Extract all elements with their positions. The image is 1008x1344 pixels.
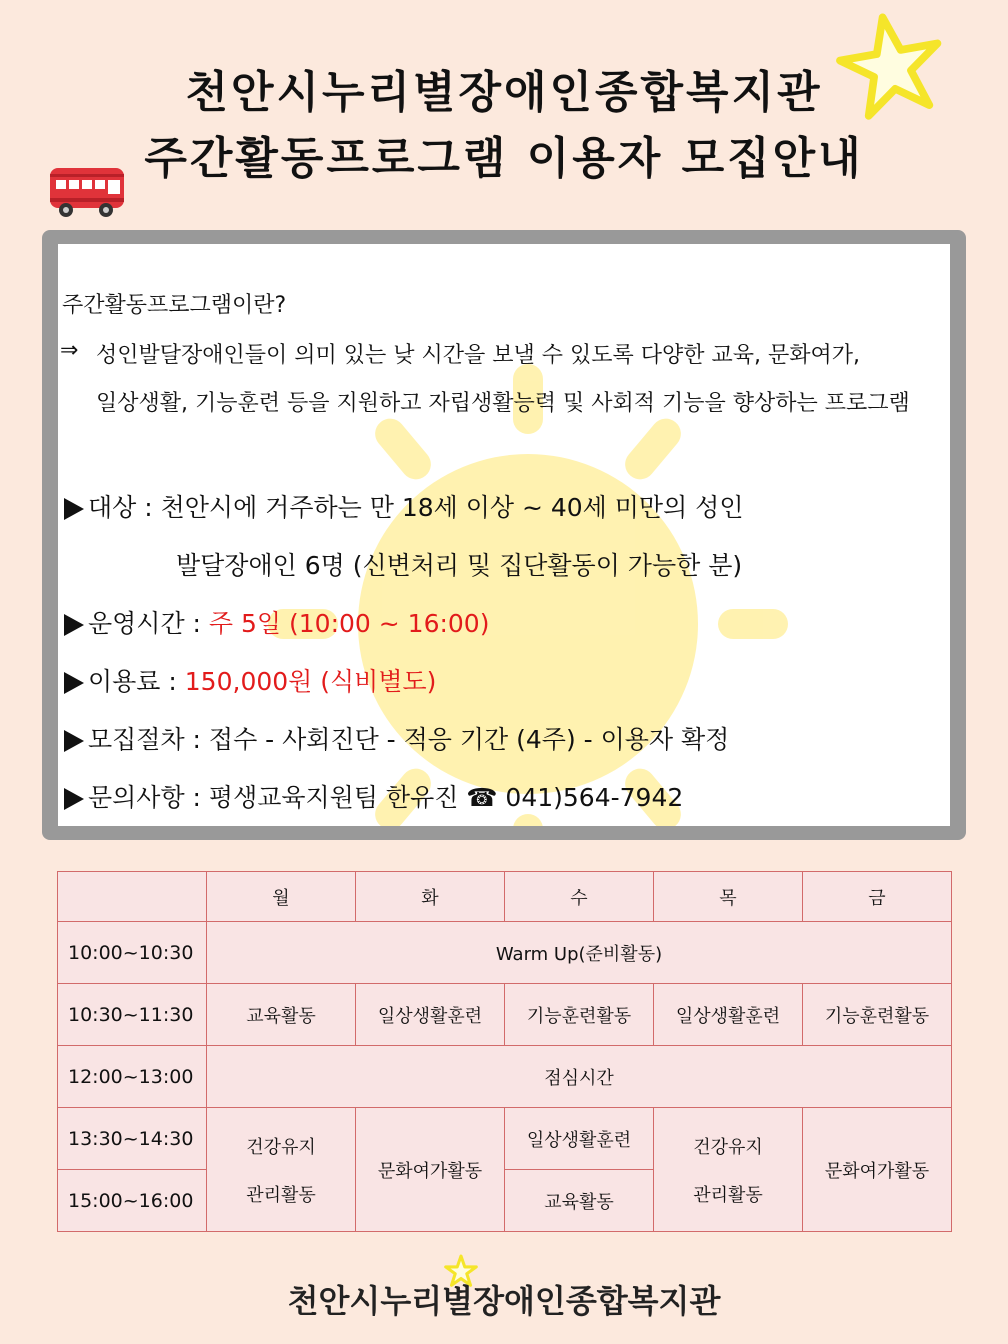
activity-line: 관리활동 [246,1184,316,1206]
time-cell: 12:00~13:00 [58,1046,207,1108]
lunch-cell: 점심시간 [207,1046,952,1108]
bullet-arrow-icon [64,730,84,752]
contact-row [64,778,683,814]
activity-cell: 일상생활훈련 [356,984,505,1046]
contact-label: 문의사항 : [88,783,209,812]
time-cell: 10:00~10:30 [58,922,207,984]
footer-organization-name: 천안시누리별장애인종합복지관 [287,1282,721,1320]
activity-cell: 교육활동 [505,1170,654,1232]
activity-line: 건강유지 [246,1136,316,1158]
table-corner-cell [58,872,207,922]
bus-icon [48,164,130,220]
activity-cell [654,1108,803,1232]
day-header: 월 [207,872,356,922]
target-label: 대상 : [88,493,161,522]
table-row [58,1108,952,1170]
time-cell: 10:30~11:30 [58,984,207,1046]
contact-value: 평생교육지원팀 한유진 [208,783,459,812]
table-row [58,922,952,984]
target-line-2: 발달장애인 6명 (신변처리 및 집단활동이 가능한 분) [176,551,743,580]
day-header: 화 [356,872,505,922]
day-header: 수 [505,872,654,922]
procedure-value: 접수 - 사회진단 - 적응 기간 (4주) - 이용자 확정 [208,725,730,754]
activity-cell: 교육활동 [207,984,356,1046]
procedure-label: 모집절차 : [88,725,209,754]
day-header: 목 [654,872,803,922]
bullet-arrow-icon [64,672,84,694]
target-line-1: 천안시에 거주하는 만 18세 이상 ~ 40세 미만의 성인 [160,493,744,522]
activity-cell: 기능훈련활동 [505,984,654,1046]
activity-cell: 일상생활훈련 [505,1108,654,1170]
day-header: 금 [803,872,952,922]
table-header-row [58,872,952,922]
warmup-cell: Warm Up(준비활동) [207,922,952,984]
hours-value: 주 5일 (10:00 ~ 16:00) [208,609,490,638]
intro-question: 주간활동프로그램이란? [62,293,287,318]
info-panel [42,230,966,840]
intro-desc-line-2: 일상생활, 기능훈련 등을 지원하고 자립생활능력 및 사회적 기능을 향상하는 프로그램 [96,391,910,416]
time-cell: 15:00~16:00 [58,1170,207,1232]
hours-label: 운영시간 : [88,609,209,638]
activity-cell: 문화여가활동 [356,1108,505,1232]
activity-line: 건강유지 [693,1136,763,1158]
star-icon [836,10,946,120]
table-row [58,984,952,1046]
bullet-arrow-icon [64,498,84,520]
title-line-1: 천안시누리별장애인종합복지관 [185,67,823,118]
fee-label: 이용료 : [88,667,185,696]
activity-line: 관리활동 [693,1184,763,1206]
time-cell: 13:30~14:30 [58,1108,207,1170]
bullet-arrow-icon [64,788,84,810]
procedure-row [64,720,729,756]
schedule-table [57,871,952,1232]
telephone-icon: ☎ [466,783,498,812]
target-row [64,488,743,524]
activity-cell [207,1108,356,1232]
intro-arrow: ⇒ [60,338,79,363]
title-line-2: 주간활동프로그램 이용자 모집안내 [144,133,864,184]
bullet-arrow-icon [64,614,84,636]
activity-cell: 문화여가활동 [803,1108,952,1232]
hours-row [64,604,489,640]
intro-desc-line-1: 성인발달장애인들이 의미 있는 낮 시간을 보낼 수 있도록 다양한 교육, 문화여가, [96,343,860,368]
activity-cell: 기능훈련활동 [803,984,952,1046]
table-row [58,1046,952,1108]
info-panel-content [58,244,950,826]
contact-phone: 041)564-7942 [505,783,684,812]
fee-row [64,662,436,698]
fee-value: 150,000원 (식비별도) [184,667,437,696]
activity-cell: 일상생활훈련 [654,984,803,1046]
